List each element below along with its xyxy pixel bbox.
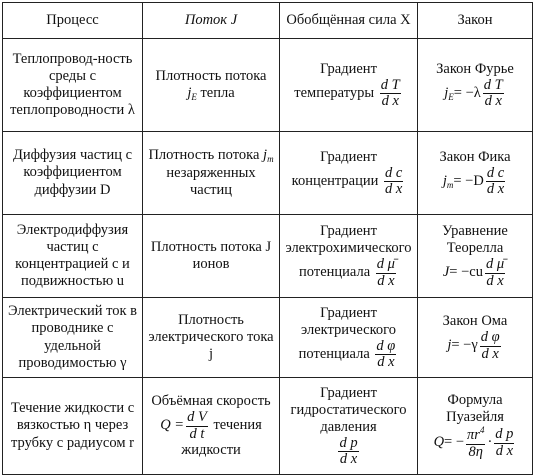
law-fraction bbox=[480, 330, 501, 361]
law-formula bbox=[447, 329, 502, 362]
law-formula bbox=[444, 76, 506, 110]
law-num: d p bbox=[495, 426, 514, 443]
law-rhs: = −λ bbox=[453, 84, 481, 101]
table-row bbox=[3, 132, 533, 215]
force-fraction bbox=[338, 436, 358, 467]
law-cell bbox=[418, 298, 533, 378]
flux-symbol: j bbox=[187, 84, 192, 101]
table-row bbox=[3, 298, 533, 378]
table-header-row bbox=[3, 3, 533, 39]
force-cell bbox=[280, 132, 418, 215]
law-cell bbox=[418, 132, 533, 215]
table-row bbox=[3, 215, 533, 298]
force-cell bbox=[280, 378, 418, 475]
flux-cell bbox=[143, 132, 280, 215]
force-den: d x bbox=[385, 181, 403, 198]
force-text: Градиент гидростатического давления bbox=[290, 384, 407, 435]
force-text: Градиент температуры bbox=[294, 60, 377, 101]
process-cell: Теплопровод-ность среды с коэффициентом теплопроводности λ bbox=[3, 39, 143, 132]
force-cell bbox=[280, 298, 418, 378]
law-den-coef: 8η bbox=[468, 443, 483, 460]
header-process: Процесс bbox=[3, 3, 143, 39]
flux-den: d t bbox=[189, 425, 205, 442]
flux-num: d V bbox=[187, 409, 207, 426]
flux-cell: Плотность потока J ионов bbox=[143, 215, 280, 298]
header-flux bbox=[143, 3, 280, 39]
law-den: d x bbox=[486, 181, 505, 198]
law-den: d x bbox=[484, 93, 502, 110]
force-fraction bbox=[384, 166, 403, 197]
flux-subscript: m bbox=[267, 154, 274, 165]
law-fraction bbox=[483, 78, 504, 109]
process-cell: Диффузия частиц с коэффициентом диффузии D bbox=[3, 132, 143, 215]
law-lhs-subscript: E bbox=[448, 91, 454, 102]
law-rhs: = −D bbox=[453, 172, 484, 189]
force-text: Градиент концентрации bbox=[291, 148, 379, 189]
law-formula bbox=[442, 256, 507, 289]
law-lhs-subscript: m bbox=[446, 179, 454, 190]
force-num: d μ̄ bbox=[376, 256, 395, 273]
law-num-coef bbox=[466, 426, 485, 444]
law-fraction-coef bbox=[466, 426, 485, 459]
law-lhs: Q bbox=[433, 434, 445, 451]
flux-text: Объёмная скорость bbox=[151, 393, 271, 410]
force-text: Градиент электрохимического потенциала bbox=[285, 223, 412, 281]
law-den: d x bbox=[495, 442, 514, 459]
table-row bbox=[3, 39, 533, 132]
flux-cell bbox=[143, 378, 280, 475]
process-cell: Электрический ток в проводнике с удельной проводимостью γ bbox=[3, 298, 143, 378]
force-den: d x bbox=[377, 272, 395, 289]
law-num-coef-base: πr bbox=[467, 427, 480, 444]
flux-tail: тепла bbox=[200, 84, 235, 101]
flux-text: Плотность потока bbox=[148, 147, 260, 164]
law-den: d x bbox=[486, 272, 504, 289]
flux-tail: незаряженных частиц bbox=[166, 164, 256, 198]
force-num: d c bbox=[385, 164, 403, 181]
flux-formula bbox=[160, 409, 210, 442]
header-flux-text: Поток J bbox=[184, 11, 238, 28]
law-fraction bbox=[494, 427, 514, 458]
flux-lhs: Q = bbox=[160, 417, 185, 434]
law-name: Закон Фурье bbox=[436, 60, 514, 77]
force-fraction bbox=[375, 339, 396, 370]
onsager-table bbox=[2, 2, 533, 475]
law-num-coef-sup: 4 bbox=[479, 425, 485, 436]
law-rhs: = −γ bbox=[451, 337, 478, 354]
law-name: Уравнение Теорелла bbox=[442, 223, 508, 257]
law-cell bbox=[418, 378, 533, 475]
law-name: Закон Ома bbox=[442, 313, 508, 330]
process-cell: Течение жидкости с вязкостью η через трубку с радиусом r bbox=[3, 378, 143, 475]
law-lhs: J bbox=[442, 264, 450, 281]
law-num: d φ bbox=[480, 329, 500, 346]
force-cell bbox=[280, 39, 418, 132]
header-force-text: Обобщённая сила X bbox=[286, 11, 411, 28]
force-den: d x bbox=[377, 354, 395, 371]
force-num: d T bbox=[380, 76, 400, 93]
process-cell: Электродиффузия частиц с концентрацией c и подвижностью u bbox=[3, 215, 143, 298]
flux-text: Плотность потока bbox=[155, 67, 267, 84]
law-name: Формула Пуазейля bbox=[446, 392, 504, 426]
force-fraction bbox=[376, 257, 396, 288]
law-formula bbox=[442, 164, 507, 198]
law-fraction bbox=[485, 257, 505, 288]
force-num: d p bbox=[339, 434, 358, 451]
force-den: d x bbox=[381, 93, 399, 110]
force-text: Градиент электрического потенциала bbox=[298, 304, 396, 362]
flux-fraction bbox=[186, 410, 208, 441]
flux-cell bbox=[143, 39, 280, 132]
law-den: d x bbox=[481, 345, 499, 362]
law-lhs: j bbox=[442, 172, 447, 189]
flux-cell: Плотность электрического тока j bbox=[143, 298, 280, 378]
law-lhs: j bbox=[447, 337, 452, 354]
law-cell bbox=[418, 39, 533, 132]
law-num: d T bbox=[483, 76, 503, 93]
law-rhs: = −cu bbox=[449, 264, 483, 281]
table-row bbox=[3, 378, 533, 475]
law-name: Закон Фика bbox=[439, 148, 511, 165]
force-cell bbox=[280, 215, 418, 298]
force-fraction bbox=[380, 78, 401, 109]
law-cell bbox=[418, 215, 533, 298]
force-num: d φ bbox=[376, 337, 396, 354]
law-lhs: j bbox=[444, 84, 449, 101]
law-num: d c bbox=[486, 164, 505, 181]
law-eq: = − bbox=[444, 434, 465, 451]
law-num: d μ̄ bbox=[485, 256, 505, 273]
flux-subscript: E bbox=[191, 91, 197, 102]
law-dot: · bbox=[487, 434, 493, 451]
header-law: Закон bbox=[418, 3, 533, 39]
flux-tail: течения жидкости bbox=[181, 417, 262, 458]
header-force bbox=[280, 3, 418, 39]
force-den: d x bbox=[339, 451, 358, 468]
law-fraction bbox=[486, 166, 505, 197]
flux-symbol: j bbox=[263, 147, 268, 164]
